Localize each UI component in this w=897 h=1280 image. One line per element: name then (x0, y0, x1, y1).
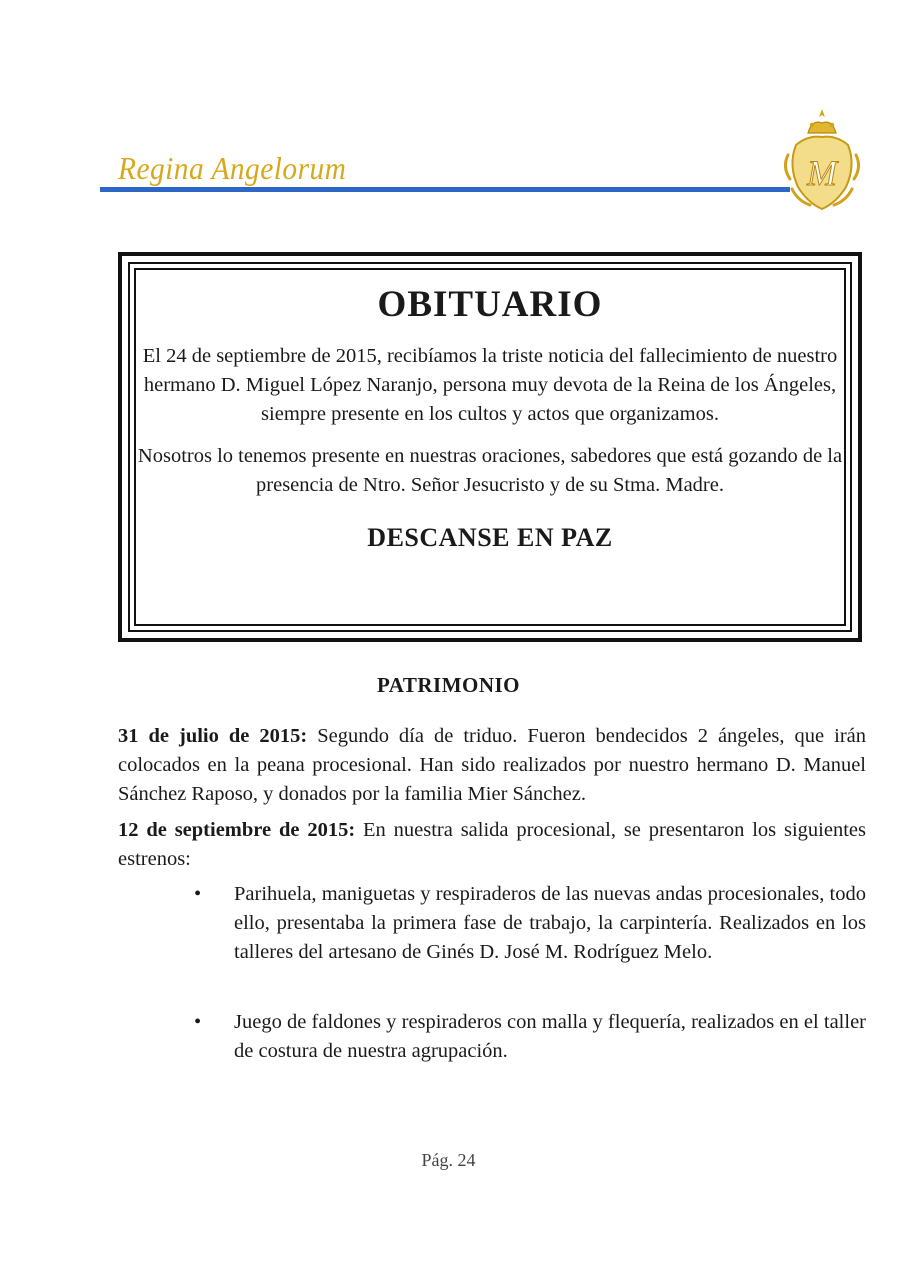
obituary-title: OBITUARIO (377, 284, 603, 325)
obituary-paragraph-2: Nosotros lo tenemos presente en nuestras oraciones, sabedores que está gozando de la presencia de Ntro. Señor Jesucristo y de su Stma. Madre. (137, 445, 843, 496)
entry-1-date: 31 de julio de 2015: (118, 725, 308, 747)
bullet-icon: • (194, 883, 202, 905)
header-rule (100, 187, 790, 192)
estrenos-list (194, 880, 866, 967)
entry-2-text: En nuestra salida procesional, se presentaron los siguientes estrenos: (118, 819, 867, 870)
page-number: Pág. 24 (421, 1150, 476, 1170)
list-item (194, 1008, 866, 1066)
bullet-icon: • (194, 1011, 202, 1033)
entry-1-text: Segundo día de triduo. Fueron bendecidos 2 ángeles, que irán colocados en la peana procesional. Han sido realizados por nuestro hermano D. Manuel Sánchez Raposo, y donados por la familia Mier Sánchez. (118, 725, 866, 805)
estrenos-list-2 (194, 1008, 866, 1066)
emblem-monogram: M (807, 153, 837, 193)
obituary-section (134, 282, 846, 555)
entry-2-date: 12 de septiembre de 2015: (118, 819, 356, 841)
list-item-text: Parihuela, maniguetas y respiraderos de las nuevas andas procesionales, todo ello, presentaba la primera fase de trabajo, la carpintería. Realizados en los talleres del artesano de Ginés D. José M. Rodríguez Melo. (234, 883, 866, 963)
obituary-paragraph-1: El 24 de septiembre de 2015, recibíamos la triste noticia del fallecimiento de nuestro hermano D. Miguel López Naranjo, persona muy devota de la Reina de los Ángeles, siempre presente en los cultos y actos que organizamos. (142, 345, 838, 425)
obituary-closing: DESCANSE EN PAZ (367, 523, 613, 552)
marian-monogram-crest-icon (778, 105, 866, 215)
patrimonio-title: PATRIMONIO (376, 673, 521, 697)
header-title: Regina Angelorum (118, 150, 347, 186)
list-item-text: Juego de faldones y respiraderos con malla y flequería, realizados en el taller de costura de nuestra agrupación. (234, 1011, 866, 1062)
patrimonio-entry-2 (118, 816, 866, 874)
patrimonio-entry-1 (118, 722, 866, 809)
list-item (194, 880, 866, 967)
